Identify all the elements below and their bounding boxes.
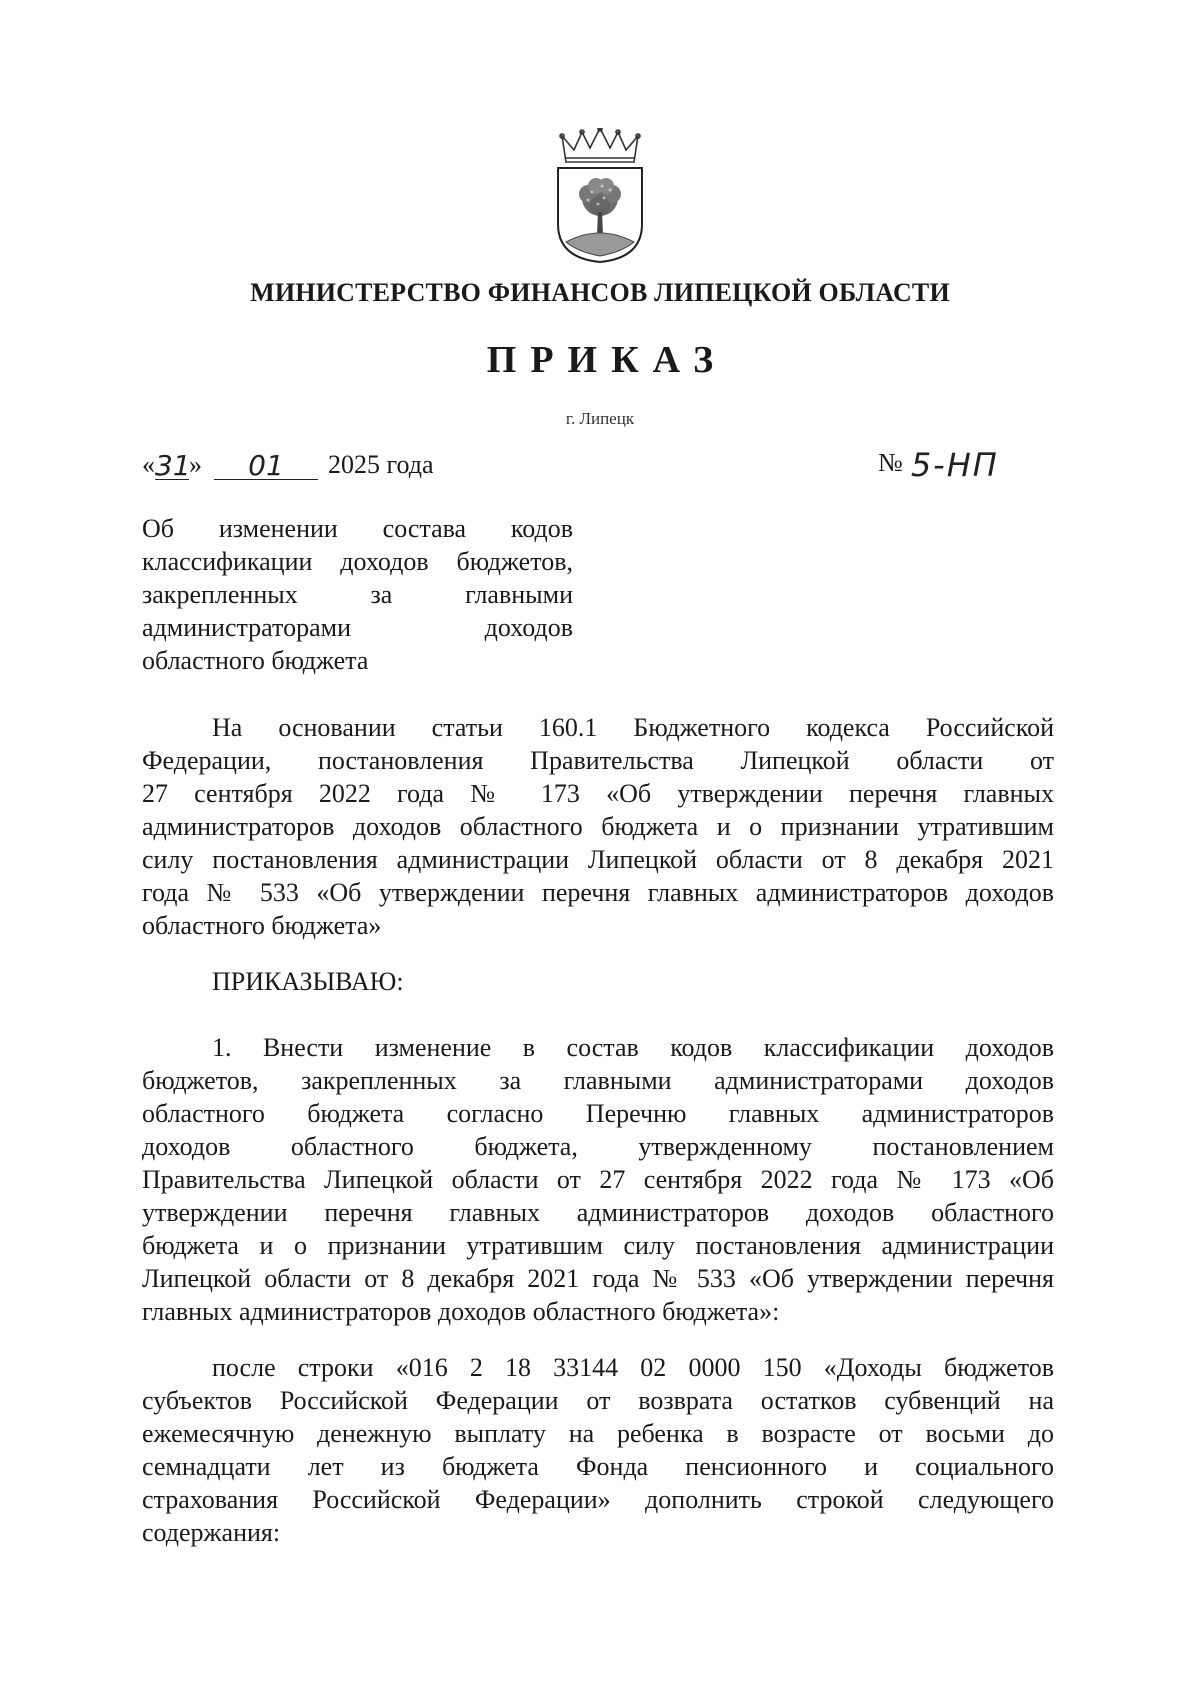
text-line: главных администраторов доходов областного бюджета»: bbox=[142, 1297, 780, 1326]
order-word: ПРИКАЗЫВАЮ: bbox=[212, 967, 404, 996]
subject-line: областного бюджета bbox=[142, 646, 369, 675]
city-name: г. Липецк bbox=[565, 409, 635, 428]
text-line: семнадцати лет из бюджета Фонда пенсионного и социального bbox=[142, 1452, 1054, 1481]
text-line: областного бюджета согласно Перечню главных администраторов bbox=[142, 1099, 1054, 1128]
text-line: бюджетов, закрепленных за главными администраторами доходов bbox=[142, 1066, 1054, 1095]
subject-line: классификации доходов бюджетов, bbox=[142, 547, 573, 576]
text-line: страхования Российской Федерации» дополнить строкой следующего bbox=[142, 1485, 1054, 1514]
text-line: 1. Внести изменение в состав кодов классификации доходов bbox=[212, 1033, 1054, 1062]
text-line: года № 533 «Об утверждении перечня главных администраторов доходов bbox=[142, 878, 1054, 907]
number-sign: № bbox=[878, 448, 903, 477]
item-1-addition-paragraph bbox=[142, 1351, 1054, 1549]
text-line: бюджета и о признании утратившим силу постановления администрации bbox=[142, 1231, 1054, 1260]
text-line: Липецкой области от 8 декабря 2021 года № 533 «Об утверждении перечня bbox=[142, 1264, 1054, 1293]
text-line: ежемесячную денежную выплату на ребенка в возрасте от восьми до bbox=[142, 1419, 1054, 1448]
subject-line: закрепленных за главными bbox=[142, 580, 573, 609]
date-open-quote: « bbox=[142, 450, 155, 479]
text-line: силу постановления администрации Липецкой области от 8 декабря 2021 bbox=[142, 845, 1054, 874]
text-line: 27 сентября 2022 года № 173 «Об утверждении перечня главных bbox=[142, 779, 1054, 808]
document-type-title: ПРИКАЗ bbox=[486, 339, 728, 381]
text-line: Федерации, постановления Правительства Липецкой области от bbox=[142, 746, 1054, 775]
order-subject bbox=[142, 512, 573, 677]
text-line: областного бюджета» bbox=[142, 911, 382, 940]
subject-line: администраторами доходов bbox=[142, 613, 573, 642]
text-line: утверждении перечня главных администраторов доходов областного bbox=[142, 1198, 1054, 1227]
text-line: после строки «016 2 18 33144 02 0000 150 «Доходы бюджетов bbox=[212, 1353, 1054, 1382]
order-number-handwritten: 5-НП bbox=[910, 446, 999, 484]
date-day-handwritten: 31 bbox=[155, 449, 191, 482]
order-number bbox=[878, 446, 1011, 484]
text-line: администраторов доходов областного бюджета и о признании утратившим bbox=[142, 812, 1054, 841]
date-month-handwritten: 01 bbox=[214, 453, 318, 480]
text-line: субъектов Российской Федерации от возврата остатков субвенций на bbox=[142, 1386, 1054, 1415]
ministry-name: МИНИСТЕРСТВО ФИНАНСОВ ЛИПЕЦКОЙ ОБЛАСТИ bbox=[250, 278, 950, 307]
lipetsk-oblast-coat-of-arms-icon bbox=[552, 128, 648, 264]
date-year: 2025 года bbox=[328, 450, 434, 479]
text-line: На основании статьи 160.1 Бюджетного кодекса Российской bbox=[212, 713, 1054, 742]
text-line: Правительства Липецкой области от 27 сентября 2022 года № 173 «Об bbox=[142, 1165, 1054, 1194]
date-close-quote: » bbox=[189, 450, 202, 479]
text-line: содержания: bbox=[142, 1518, 281, 1547]
item-1-paragraph bbox=[142, 1031, 1054, 1328]
subject-line: Об изменении состава кодов bbox=[142, 514, 573, 543]
order-date bbox=[142, 450, 434, 480]
text-line: доходов областного бюджета, утвержденному постановлением bbox=[142, 1132, 1054, 1161]
basis-paragraph bbox=[142, 711, 1054, 942]
